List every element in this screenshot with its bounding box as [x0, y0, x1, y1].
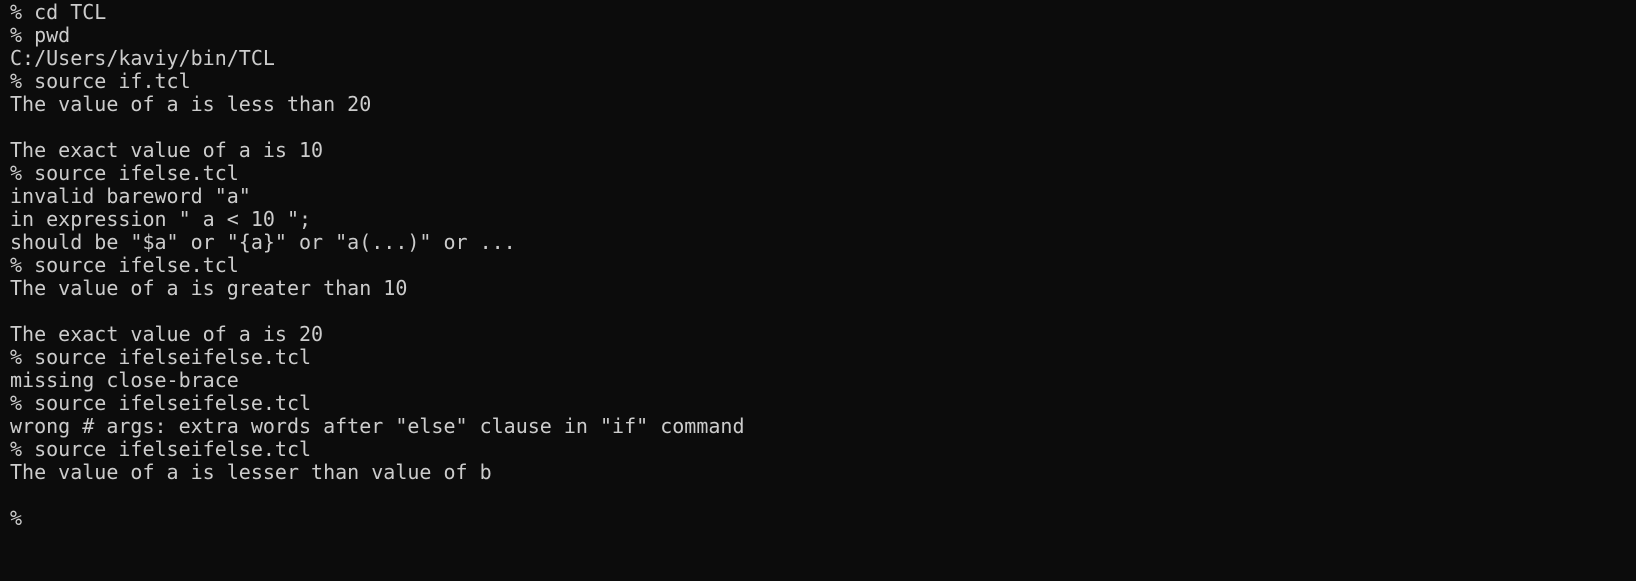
output-line: The value of a is greater than 10 — [10, 277, 408, 300]
output-line: The value of a is less than 20 — [10, 93, 372, 116]
output-line: % source ifelse.tcl — [10, 254, 239, 277]
output-line: The exact value of a is 10 — [10, 139, 324, 162]
output-line — [10, 116, 1636, 139]
output-line: % cd TCL — [10, 1, 107, 24]
output-line: missing close-brace — [10, 369, 239, 392]
output-line: invalid bareword "a" — [10, 185, 251, 208]
output-line: % source ifelseifelse.tcl — [10, 392, 312, 415]
output-line: should be "$a" or "{a}" or "a(...)" or ... — [10, 231, 516, 254]
output-line: in expression " a < 10 "; — [10, 208, 312, 231]
output-line: % source if.tcl — [10, 70, 191, 93]
output-line: wrong # args: extra words after "else" clause in "if" command — [10, 415, 745, 438]
output-line: The exact value of a is 20 — [10, 323, 324, 346]
output-line: % pwd — [10, 24, 71, 47]
output-line: C:/Users/kaviy/bin/TCL — [10, 47, 275, 70]
current-prompt[interactable]: % — [10, 506, 23, 530]
output-line: % source ifelseifelse.tcl — [10, 438, 312, 461]
output-line: The value of a is lesser than value of b — [10, 461, 492, 484]
output-line: % source ifelse.tcl — [10, 162, 239, 185]
output-line — [10, 484, 1636, 507]
output-line — [10, 300, 1636, 323]
output-line: % source ifelseifelse.tcl — [10, 346, 312, 369]
